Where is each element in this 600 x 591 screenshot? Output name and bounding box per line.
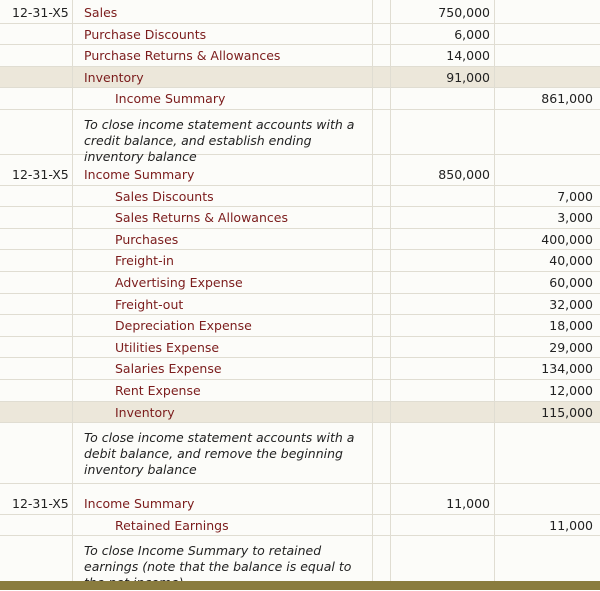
account-name: Depreciation Expense [115, 318, 252, 334]
entry-explanation: To close income statement accounts with a debit balance, and remove the beginning inventory balance [84, 430, 355, 478]
debit-amount: 14,000 [446, 48, 490, 64]
account-name: Income Summary [84, 496, 195, 512]
account-name: Purchase Discounts [84, 26, 207, 42]
row-separator [0, 293, 600, 294]
account-name: Utilities Expense [115, 339, 220, 355]
credit-amount: 400,000 [541, 231, 593, 247]
credit-amount: 134,000 [541, 361, 593, 377]
account-name: Purchases [115, 231, 179, 247]
account-name: Rent Expense [115, 383, 201, 398]
row-separator [0, 422, 600, 423]
credit-amount: 115,000 [541, 404, 593, 420]
account-name: Sales Returns & Allowances [115, 210, 288, 226]
entry-separator [0, 483, 600, 484]
row-separator [0, 535, 600, 536]
account-name: Freight-out [115, 296, 184, 312]
row-separator [0, 185, 600, 186]
row-separator [0, 357, 600, 358]
row-separator [0, 206, 600, 207]
entry-explanation: To close income statement accounts with a credit balance, and establish ending inventory balance [84, 117, 355, 164]
account-name: Income Summary [115, 91, 226, 107]
account-name: Freight-in [115, 253, 174, 269]
credit-amount: 12,000 [549, 383, 593, 398]
debit-amount: 6,000 [454, 26, 490, 42]
debit-amount: 750,000 [438, 5, 490, 20]
account-name: Income Summary [84, 167, 195, 182]
debit-amount: 91,000 [446, 69, 490, 85]
row-separator [0, 249, 600, 250]
row-separator [0, 44, 600, 45]
debit-amount: 11,000 [446, 496, 490, 512]
bottom-border-bar [0, 581, 600, 590]
credit-amount: 861,000 [541, 91, 593, 107]
account-name: Sales [84, 5, 118, 20]
row-separator [0, 23, 600, 24]
row-separator [0, 271, 600, 272]
entry-explanation: To close Income Summary to retained earnings (note that the balance is equal to [84, 543, 352, 575]
entry-date: 12-31-X5 [12, 167, 69, 182]
highlighted-row [0, 401, 600, 424]
row-separator [0, 514, 600, 515]
row-separator [0, 314, 600, 315]
credit-amount: 11,000 [549, 517, 593, 533]
entry-date: 12-31-X5 [12, 5, 69, 20]
row-separator [0, 109, 600, 110]
account-name: Purchase Returns & Allowances [84, 48, 281, 64]
account-name: Salaries Expense [115, 361, 222, 377]
account-name: Sales Discounts [115, 188, 214, 204]
row-separator [0, 228, 600, 229]
account-name: Advertising Expense [115, 275, 243, 290]
row-separator [0, 401, 600, 402]
credit-amount: 7,000 [557, 188, 593, 204]
debit-amount: 850,000 [438, 167, 490, 182]
row-separator [0, 66, 600, 67]
row-separator [0, 87, 600, 88]
credit-amount: 40,000 [549, 253, 593, 269]
credit-amount: 3,000 [557, 210, 593, 226]
account-name: Inventory [84, 69, 144, 85]
entry-date: 12-31-X5 [12, 496, 69, 512]
account-name: Inventory [115, 404, 175, 420]
credit-amount: 32,000 [549, 296, 593, 312]
account-name: Retained Earnings [115, 517, 229, 533]
credit-amount: 60,000 [549, 275, 593, 290]
credit-amount: 18,000 [549, 318, 593, 334]
row-separator [0, 336, 600, 337]
row-separator [0, 379, 600, 380]
credit-amount: 29,000 [549, 339, 593, 355]
